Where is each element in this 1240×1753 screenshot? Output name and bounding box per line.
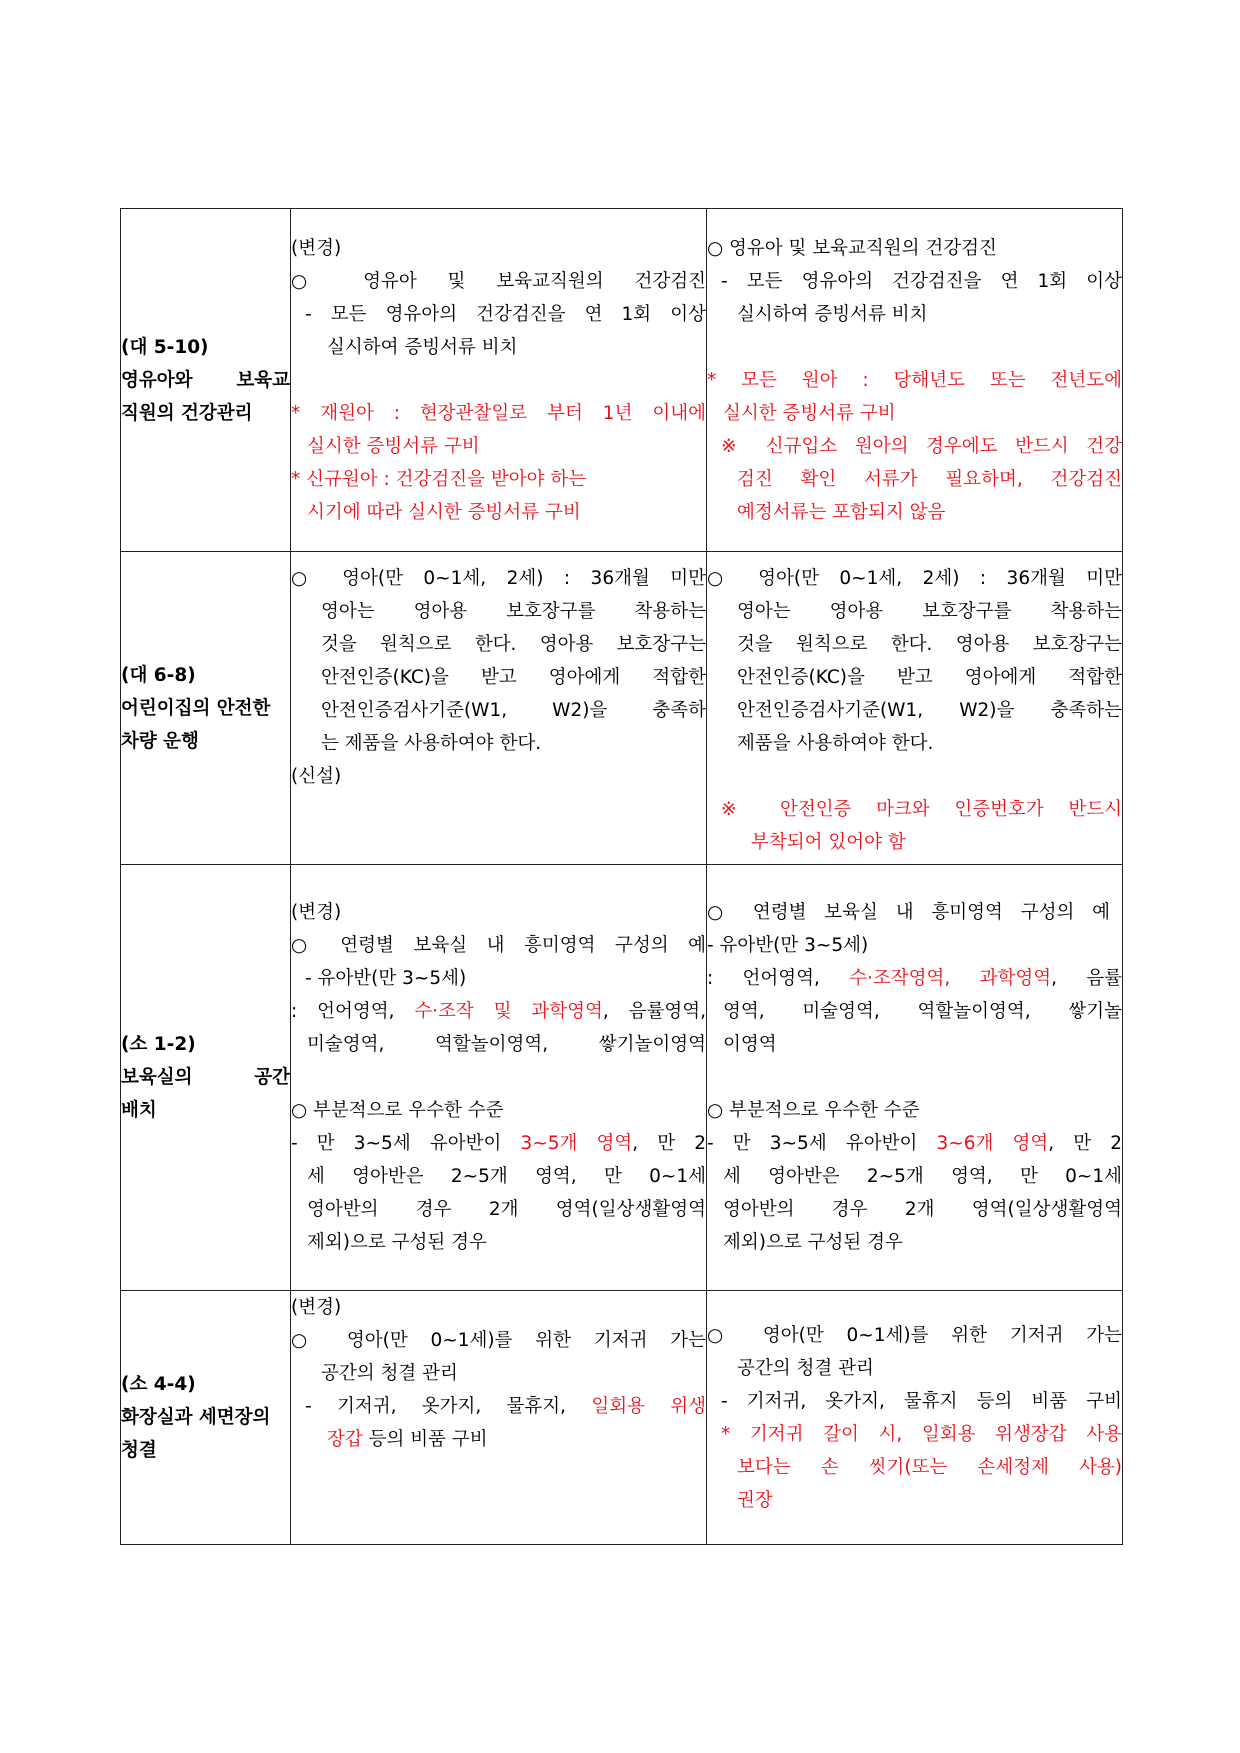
item-title-line: 청결: [121, 1440, 157, 1461]
item-title-line: 차량 운행: [121, 730, 199, 752]
text-line: ○ 부분적으로 우수한 수준: [291, 1100, 504, 1121]
text-fragment: , 만 2: [632, 1133, 706, 1154]
before-cell: [291, 552, 707, 865]
text-line: 안전인증(KC)을 받고 영아에게 적합한: [321, 667, 706, 688]
text-line: 세 영아반은 2~5개 영역, 만 0~1세: [723, 1166, 1122, 1187]
text-line: ○ 영아(만 0~1세, 2세) : 36개월 미만: [707, 568, 1122, 589]
text-line: 영아반의 경우 2개 영역(일상생활영역: [307, 1199, 706, 1220]
item-title-line: 배치: [121, 1100, 157, 1121]
after-cell: [707, 209, 1123, 552]
item-label-cell: [121, 552, 291, 865]
item-title-line: 화장실과 세면장의: [121, 1407, 271, 1428]
item-code: (대 5-10): [121, 336, 209, 358]
text-line: 는 제품을 사용하여야 한다.: [321, 733, 542, 754]
text-line: [291, 1127, 706, 1160]
item-code: (소 1-2): [121, 1034, 196, 1055]
text-line: 안전인증검사기준(W1, W2)을 충족하는: [737, 700, 1122, 721]
text-line: [291, 995, 706, 1028]
text-line: - 모든 영유아의 건강검진을 연 1회 이상: [721, 270, 1122, 292]
text-line: ○ 연령별 보육실 내 흥미영역 구성의 예: [707, 902, 1110, 923]
text-line: 영역, 미술영역, 역할놀이영역, 쌓기놀: [723, 1001, 1122, 1022]
before-cell: [291, 209, 707, 552]
note-line: * 재원아 : 현장관찰일로 부터 1년 이내에: [291, 402, 706, 424]
comparison-table: [120, 208, 1123, 1545]
text-fragment: , 음률영역,: [602, 1001, 706, 1022]
table-row: [121, 552, 1123, 865]
text-line: 영아는 영아용 보호장구를 착용하는: [737, 601, 1122, 622]
text-line: 안전인증검사기준(W1, W2)을 충족하: [321, 700, 706, 721]
text-line: [707, 1127, 1122, 1160]
item-title-line: 영유아와 보육교: [121, 369, 290, 391]
text-line: - 유아반(만 3~5세): [305, 968, 467, 989]
item-label-cell: [121, 1291, 291, 1545]
text-line: 실시하여 증빙서류 비치: [737, 303, 928, 325]
item-code: (대 6-8): [121, 664, 196, 686]
text-line: ○ 영아(만 0~1세, 2세) : 36개월 미만: [291, 568, 706, 589]
text-fragment: 등의 비품 구비: [362, 1429, 488, 1450]
note-line: * 모든 원아 : 당해년도 또는 전년도에: [707, 369, 1122, 391]
text-line: [291, 1423, 706, 1456]
text-line: ○ 영유아 및 보육교직원의 건강검진: [291, 270, 706, 292]
text-fragment: : 언어영역,: [291, 1001, 415, 1022]
note-line: 보다는 손 씻기(또는 손세정제 사용): [737, 1456, 1122, 1478]
text-line: 세 영아반은 2~5개 영역, 만 0~1세: [307, 1166, 706, 1187]
note-line: 시기에 따라 실시한 증빙서류 구비: [307, 501, 581, 523]
text-fragment: , 음률: [1051, 968, 1123, 989]
highlight-text: 수·조작 및 과학영역: [414, 1001, 603, 1022]
item-label-cell: [121, 209, 291, 552]
change-tag: (변경): [291, 902, 342, 923]
text-line: 영아는 영아용 보호장구를 착용하는: [321, 601, 706, 622]
text-line: 제품을 사용하여야 한다.: [737, 733, 934, 754]
text-line: - 유아반(만 3~5세): [707, 935, 869, 956]
text-line: 이영역: [723, 1034, 777, 1055]
note-line: 예정서류는 포함되지 않음: [737, 501, 946, 523]
text-line: ○ 연령별 보육실 내 흥미영역 구성의 예: [291, 935, 706, 956]
note-line: 실시한 증빙서류 구비: [307, 435, 480, 457]
text-line: ○ 영유아 및 보육교직원의 건강검진: [707, 237, 997, 259]
text-line: - 모든 영유아의 건강검진을 연 1회 이상: [305, 303, 706, 325]
text-line: 제외)으로 구성된 경우: [307, 1232, 487, 1253]
text-line: [291, 1390, 706, 1423]
change-tag: (변경): [291, 237, 342, 259]
highlight-text: 일회용 위생: [591, 1396, 706, 1417]
text-line: - 기저귀, 옷가지, 물휴지 등의 비품 구비: [721, 1390, 1122, 1412]
table-row: [121, 865, 1123, 1291]
text-line: 것을 원칙으로 한다. 영아용 보호장구는: [321, 634, 706, 655]
item-title-line: 직원의 건강관리: [121, 402, 253, 424]
text-line: ○ 영아(만 0~1세)를 위한 기저귀 가는: [291, 1330, 706, 1351]
item-label-cell: [121, 865, 291, 1291]
item-title-line: 보육실의 공간: [121, 1067, 290, 1088]
table-row: [121, 209, 1123, 552]
item-title-line: 어린이집의 안전한: [121, 697, 271, 719]
note-line: * 기저귀 갈이 시, 일회용 위생장갑 사용: [721, 1423, 1122, 1445]
highlight-text: 장갑: [327, 1429, 363, 1450]
highlight-text: 3~6개 영역: [936, 1133, 1049, 1154]
change-tag: (변경): [291, 1297, 342, 1318]
text-line: ○ 부분적으로 우수한 수준: [707, 1100, 920, 1121]
table-row: [121, 1291, 1123, 1545]
text-fragment: - 기저귀, 옷가지, 물휴지,: [305, 1396, 592, 1417]
text-line: ○ 영아(만 0~1세)를 위한 기저귀 가는: [707, 1324, 1122, 1346]
after-cell: [707, 1291, 1123, 1545]
text-fragment: - 만 3~5세 유아반이: [707, 1133, 937, 1154]
text-line: [707, 962, 1122, 995]
text-line: 안전인증(KC)을 받고 영아에게 적합한: [737, 667, 1122, 688]
text-line: 공간의 청결 관리: [321, 1363, 458, 1384]
text-line: 공간의 청결 관리: [737, 1357, 874, 1379]
text-line: 것을 원칙으로 한다. 영아용 보호장구는: [737, 634, 1122, 655]
highlight-text: 수·조작영역, 과학영역: [849, 968, 1052, 989]
text-line: 미술영역, 역할놀이영역, 쌓기놀이영역: [307, 1034, 706, 1055]
text-fragment: - 만 3~5세 유아반이: [291, 1133, 521, 1154]
highlight-text: 3~5개 영역: [520, 1133, 633, 1154]
text-fragment: : 언어영역,: [707, 968, 850, 989]
text-line: 영아반의 경우 2개 영역(일상생활영역: [723, 1199, 1122, 1220]
before-cell: [291, 1291, 707, 1545]
text-line: 실시하여 증빙서류 비치: [327, 336, 518, 358]
note-line: * 신규원아 : 건강검진을 받아야 하는: [291, 468, 587, 490]
after-cell: [707, 552, 1123, 865]
text-line: 제외)으로 구성된 경우: [723, 1232, 903, 1253]
note-line: 검진 확인 서류가 필요하며, 건강검진: [737, 468, 1122, 490]
after-cell: [707, 865, 1123, 1291]
note-line: ※ 안전인증 마크와 인증번호가 반드시: [721, 799, 1122, 820]
note-line: 권장: [737, 1489, 773, 1511]
item-code: (소 4-4): [121, 1374, 196, 1395]
note-line: 부착되어 있어야 함: [751, 832, 906, 853]
change-tag: (신설): [291, 766, 342, 787]
note-line: 실시한 증빙서류 구비: [723, 402, 896, 424]
before-cell: [291, 865, 707, 1291]
text-fragment: , 만 2: [1048, 1133, 1122, 1154]
note-line: ※ 신규입소 원아의 경우에도 반드시 건강: [721, 435, 1122, 457]
